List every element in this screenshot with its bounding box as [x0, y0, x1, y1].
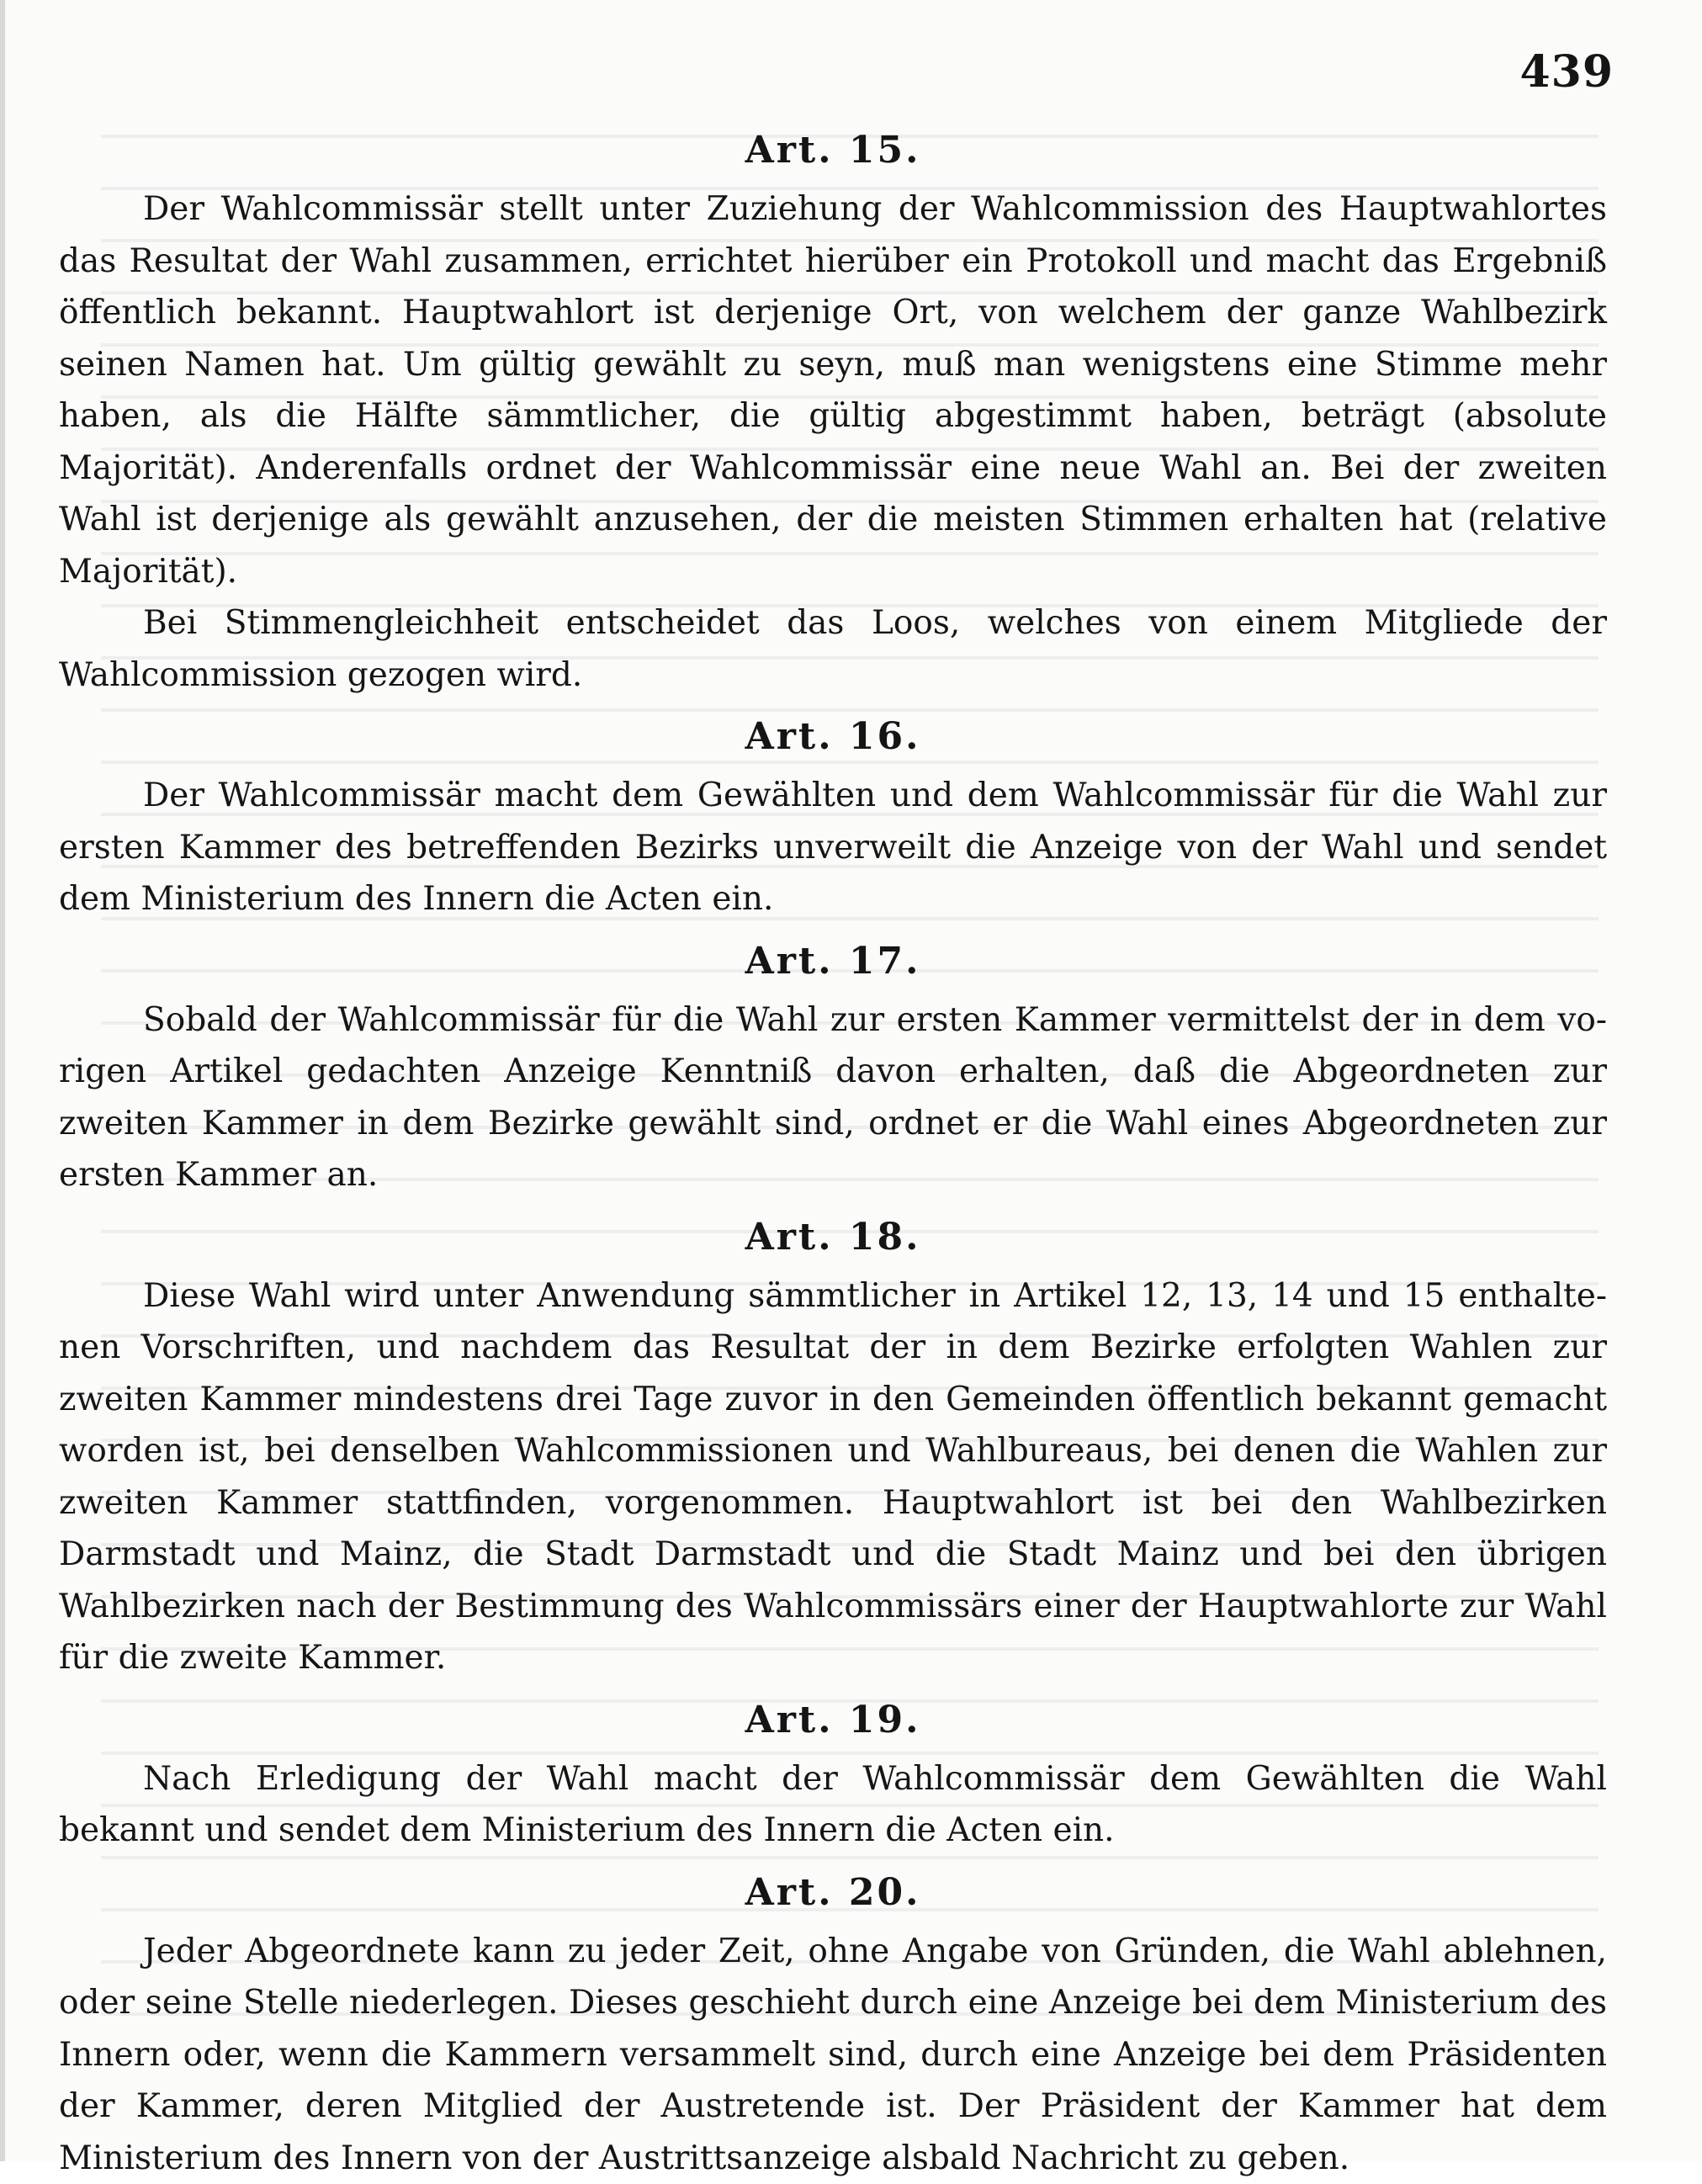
article-paragraph: Diese Wahl wird unter Anwendung sämmtlicher in Artikel 12, 13, 14 und 15 enthaltenen Vorschriften, und nachdem das Resultat der in dem Bezirke erfolgten Wahlen zur zweiten Kammer mindestens drei Tage zuvor in den Gemeinden öffentlich bekannt gemacht worden ist, bei denselben Wahlcommissionen und Wahlbureaus, bei denen die Wahlen zur zweiten Kammer stattfinden, vorgenommen. Hauptwahlort ist bei den Wahlbezirken Darmstadt und Mainz, die Stadt Darmstadt und die Stadt Mainz und bei den übrigen Wahlbezirken nach der Bestimmung des Wahlcommissärs einer der Hauptwahlorte zur Wahl für die zweite Kammer.: [59, 1270, 1607, 1684]
article-16: [59, 713, 1607, 925]
page-edge: [0, 0, 5, 2161]
article-heading: Art. 18.: [59, 1213, 1607, 1262]
article-paragraph: Bei Stimmengleichheit entscheidet das Loos, welches von einem Mitgliede der Wahlcommission gezogen wird.: [59, 597, 1607, 701]
article-heading: Art. 19.: [59, 1696, 1607, 1745]
article-heading: Art. 15.: [59, 126, 1607, 175]
page-number: 439: [1519, 46, 1614, 98]
article-heading: Art. 20.: [59, 1869, 1607, 1917]
article-paragraph: Der Wahlcommissär stellt unter Zuziehung der Wahlcommission des Hauptwahlortes das Resultat der Wahl zusammen, errichtet hierüber ein Protokoll und macht das Ergebniß öffentlich bekannt. Hauptwahlort ist derjenige Ort, von welchem der ganze Wahlbezirk seinen Namen hat. Um gültig gewählt zu seyn, muß man wenigstens eine Stimme mehr haben, als die Hälfte sämmtlicher, die gültig abgestimmt haben, beträgt (absolute Majorität). Anderenfalls ordnet der Wahlcommissär eine neue Wahl an. Bei der zweiten Wahl ist derjenige als gewählt anzusehen, der die meisten Stimmen erhalten hat (relative Majorität).: [59, 183, 1607, 597]
article-18: [59, 1213, 1607, 1684]
article-paragraph: Nach Erledigung der Wahl macht der Wahlcommissär dem Gewählten die Wahl bekannt und sendet dem Ministerium des Innern die Acten ein.: [59, 1753, 1607, 1857]
article-heading: Art. 16.: [59, 713, 1607, 761]
article-20: [59, 1869, 1607, 2184]
article-15: [59, 126, 1607, 701]
article-19: [59, 1696, 1607, 1857]
article-paragraph: Jeder Abgeordnete kann zu jeder Zeit, ohne Angabe von Gründen, die Wahl ablehnen, oder seine Stelle niederlegen. Dieses geschieht durch eine Anzeige bei dem Ministerium des Innern oder, wenn die Kammern versammelt sind, durch eine Anzeige bei dem Präsidenten der Kammer, deren Mitglied der Austretende ist. Der Präsident der Kammer hat dem Ministerium des Innern von der Austrittsanzeige alsbald Nachricht zu geben.: [59, 1926, 1607, 2184]
article-paragraph: Der Wahlcommissär macht dem Gewählten und dem Wahlcommissär für die Wahl zur ersten Kammer des betreffenden Bezirks unverweilt die Anzeige von der Wahl und sendet dem Ministerium des Innern die Acten ein.: [59, 770, 1607, 925]
document-body: [59, 126, 1607, 2184]
article-paragraph: Sobald der Wahlcommissär für die Wahl zur ersten Kammer vermittelst der in dem vorigen Artikel gedachten Anzeige Kenntniß davon erhalten, daß die Abgeordneten zur zweiten Kammer in dem Bezirke gewählt sind, ordnet er die Wahl eines Abgeordneten zur ersten Kammer an.: [59, 994, 1607, 1201]
article-17: [59, 937, 1607, 1201]
article-heading: Art. 17.: [59, 937, 1607, 986]
